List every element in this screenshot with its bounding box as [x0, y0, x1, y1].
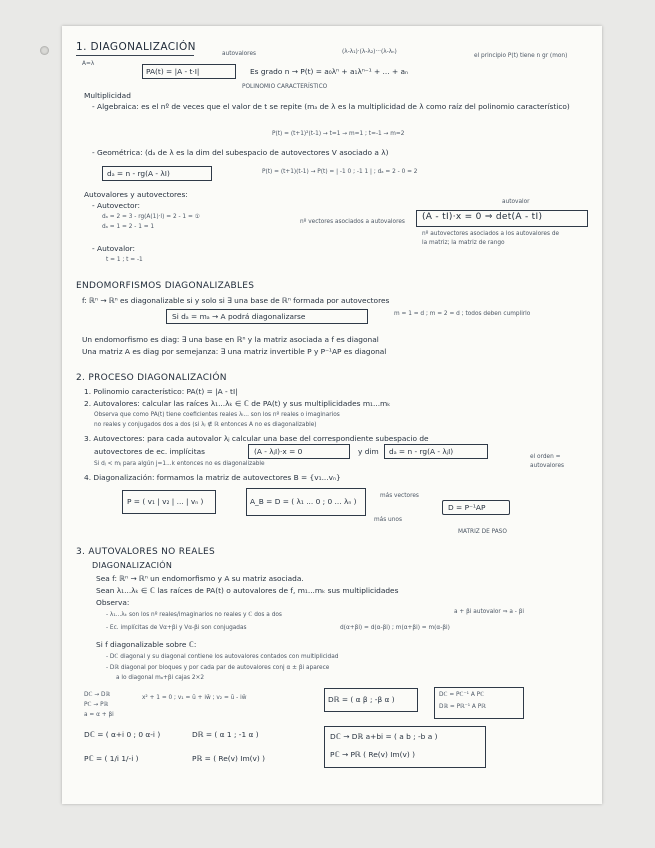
step-3: 3. Autovectores: para cada autovalor λⱼ calcular una base del correspondiente subespacio de — [84, 434, 429, 443]
polinomio-note: POLINOMIO CARACTERÍSTICO — [242, 84, 328, 90]
step-2b: Observa que como PA(t) tiene coeficientes reales λᵢ... son los nº reales o imaginarios — [94, 412, 340, 418]
autovalor-label: - Autovalor: — [92, 244, 136, 253]
final-line-1: Dℂ → Dℝ a+bi = ( a b ; -b a ) — [330, 732, 438, 741]
autovalores-note: autovalores — [222, 51, 257, 57]
s3-bullet-3b-note: d(α+βi) = d(α-βi) ; m(α+βi) = m(α-βi) — [340, 625, 450, 631]
autovector-label: - Autovector: — [92, 201, 140, 210]
eigen-equation: (A - tI)·x = 0 ⇒ det(A - tI) — [422, 212, 543, 222]
step-3-dim: dₐ = n - rg(A - λⱼI) — [389, 447, 454, 456]
section-title-proceso: 2. PROCESO DIAGONALIZACIÓN — [76, 373, 227, 383]
s3-bullet-2: Sean λ₁...λₖ ∈ ℂ las raíces de PA(t) o autovalores de f, m₁...mₖ sus multiplicidades — [96, 586, 399, 595]
section-title-no-reales: 3. AUTOVALORES NO REALES — [76, 547, 216, 557]
orden-note: el orden = autovalores — [530, 454, 565, 469]
pa-definition: PA(t) = |A - t·I| — [146, 67, 200, 76]
da-ma-note: m = 1 = d ; m = 2 = d ; todos deben cumplirlo — [394, 311, 531, 317]
algebraica-text: - Algebraica: es el nº de veces que el valor de t se repite (mₐ de λ es la multiplicidad de λ como raíz del polinomio característico) — [92, 102, 570, 111]
s3-bullet-3a-note: a + βi autovalor ⇒ a - βi — [454, 609, 524, 615]
vec-equation: x² + 1 = 0 ; v₁ = ū + iw̄ ; v₂ = ū - iw̄ — [142, 695, 247, 701]
condition-text: Si dₐ = mₐ → A podrá diagonalizarse — [172, 312, 306, 321]
s3-bullet-1: Sea f: ℝⁿ → ℝⁿ un endomorfismo y A su matriz asociada. — [96, 574, 304, 583]
step-2c: no reales y conjugados dos a dos (si λⱼ ∉ ℝ entonces A no es diagonalizable) — [94, 422, 317, 428]
principio-note: el principio P(t) tiene n gr (mon) — [474, 53, 568, 59]
step-4: 4. Diagonalización: formamos la matriz de autovectores B = {v₁...vₙ} — [84, 473, 341, 482]
dc-equation: Dℂ = Pℂ⁻¹ A Pℂ — [439, 692, 485, 698]
pt-example: P(t) = (t+1)²(t-1) → t=1 → m=1 ; t=-1 → m=2 — [272, 131, 405, 137]
d-equation: D = P⁻¹AP — [448, 503, 486, 512]
title-underline — [76, 55, 194, 56]
s3-bullet-4c: a lo diagonal mₐ+βi cajas 2×2 — [116, 675, 205, 681]
step-3c: Si dⱼ < mⱼ para algún j=1...k entonces no es diagonalizable — [94, 461, 265, 467]
f-diagonalizable-line: f: ℝⁿ → ℝⁿ es diagonalizable si y solo si ∃ una base de ℝⁿ formada por autovectores — [82, 296, 390, 305]
s3-bullet-4b: - Dℝ diagonal por bloques y por cada par de autovalores conj α ± βi aparece — [106, 665, 330, 671]
final-line-2: Pℂ → Pℝ ( Re(v) Im(v) ) — [330, 750, 415, 759]
dc-matrix: Dℂ = ( α+i 0 ; 0 α-i ) — [84, 730, 161, 739]
step-3-and: y dim — [358, 447, 379, 456]
pc-matrix: Pℂ = ( 1/i 1/-i ) — [84, 754, 139, 763]
dr-matrix: Dℝ = ( α 1 ; -1 α ) — [192, 730, 259, 739]
bullet-autovalores: Autovalores y autovectores: — [84, 190, 188, 199]
s3-bullet-3a: - λ₁...λₖ son los nº reales/imaginarios no reales y ℂ dos a dos — [106, 612, 282, 618]
s3-bullet-3: Observa: — [96, 598, 130, 607]
dim-formula: dₐ = n - rg(A - λI) — [107, 169, 170, 178]
subtitle-diagonalizacion: DIAGONALIZACIÓN — [92, 561, 173, 570]
ab-matrix: A_B = D = ( λ₁ ... 0 ; 0 ... λₙ ) — [250, 497, 357, 506]
autovector-line-2: dₐ = 1 = 2 - 1 = 1 — [102, 224, 155, 230]
grado-line: Es grado n → P(t) = a₀λⁿ + a₁λⁿ⁻¹ + ... + aₙ — [250, 67, 408, 76]
mas-vectores-note: más vectores — [380, 493, 419, 499]
bullet-multiplicidad: Multiplicidad — [84, 91, 131, 100]
autovector-line-1: dₐ = 2 = 3 - rg(A(1)·I) = 2 - 1 = ① — [102, 214, 200, 220]
autovalor-tag: autovalor — [502, 199, 530, 205]
step-3b: autovectores de ec. implícitas — [94, 447, 206, 456]
dr-equation: Dℝ = Pℝ⁻¹ A Pℝ — [439, 704, 486, 710]
s3-bullet-4a: - Dℂ diagonal y su diagonal contiene los autovalores contados con multiplicidad — [106, 654, 339, 660]
autovalor-values: t = 1 ; t = -1 — [106, 257, 143, 263]
dr-block: Dℝ = ( α β ; -β α ) — [328, 695, 395, 704]
binder-hole — [40, 46, 49, 55]
pr-matrix: Pℝ = ( Re(v) Im(v) ) — [192, 754, 266, 763]
pt-example-2: P(t) = (t+1)(t-1) → P(t) = | -1 0 ; -1 1 | ; dₐ = 2 - 0 = 2 — [262, 169, 418, 175]
s3-bullet-4: Si f diagonalizable sobre ℂ: — [96, 640, 197, 649]
abi-note: a = α + βi — [84, 712, 114, 718]
matriz-paso-note: MATRIZ DE PASO — [458, 529, 507, 535]
notebook-page — [62, 26, 602, 804]
step-2: 2. Autovalores: calcular las raíces λ₁...λₖ ∈ ℂ de PA(t) y sus multiplicidades m₁...mₖ — [84, 399, 391, 408]
pc-to-pr: Pℂ → Pℝ — [84, 702, 109, 708]
section-title-diagonalizacion: 1. DIAGONALIZACIÓN — [76, 41, 196, 53]
step-3-equation: (A - λⱼI)·x = 0 — [254, 447, 303, 456]
lambda-product: (λ-λ₁)·(λ-λ₂)···(λ-λₙ) — [342, 49, 397, 55]
endo-bullet-1: Un endomorfismo es diag: ∃ una base en ℝⁿ y la matriz asociada a f es diagonal — [82, 335, 379, 344]
step-1: 1. Polinomio característico: PA(t) = |A - tI| — [84, 387, 238, 396]
autovector-note: nº vectores asociados a autovalores — [300, 219, 405, 225]
endo-bullet-2: Una matriz A es diag por semejanza: ∃ una matriz invertible P y P⁻¹AP es diagonal — [82, 347, 387, 356]
mas-uno-note: más unos — [374, 517, 402, 523]
section-title-endomorfismos: ENDOMORFISMOS DIAGONALIZABLES — [76, 281, 255, 291]
dc-to-dr: Dℂ → Dℝ — [84, 692, 111, 698]
a-eq: A=λ — [82, 61, 95, 67]
p-matrix: P = ( v₁ | v₂ | ... | vₙ ) — [127, 497, 204, 506]
eigen-note: nº autovectores asociados a los autovalores de la matriz; la matriz de rango — [422, 231, 560, 246]
s3-bullet-3b: - Ec. implícitas de Vα+βi y Vα-βi son conjugadas — [106, 625, 247, 631]
geometrica-text: - Geométrica: (dₐ de λ es la dim del subespacio de autovectores V asociado a λ) — [92, 148, 389, 157]
